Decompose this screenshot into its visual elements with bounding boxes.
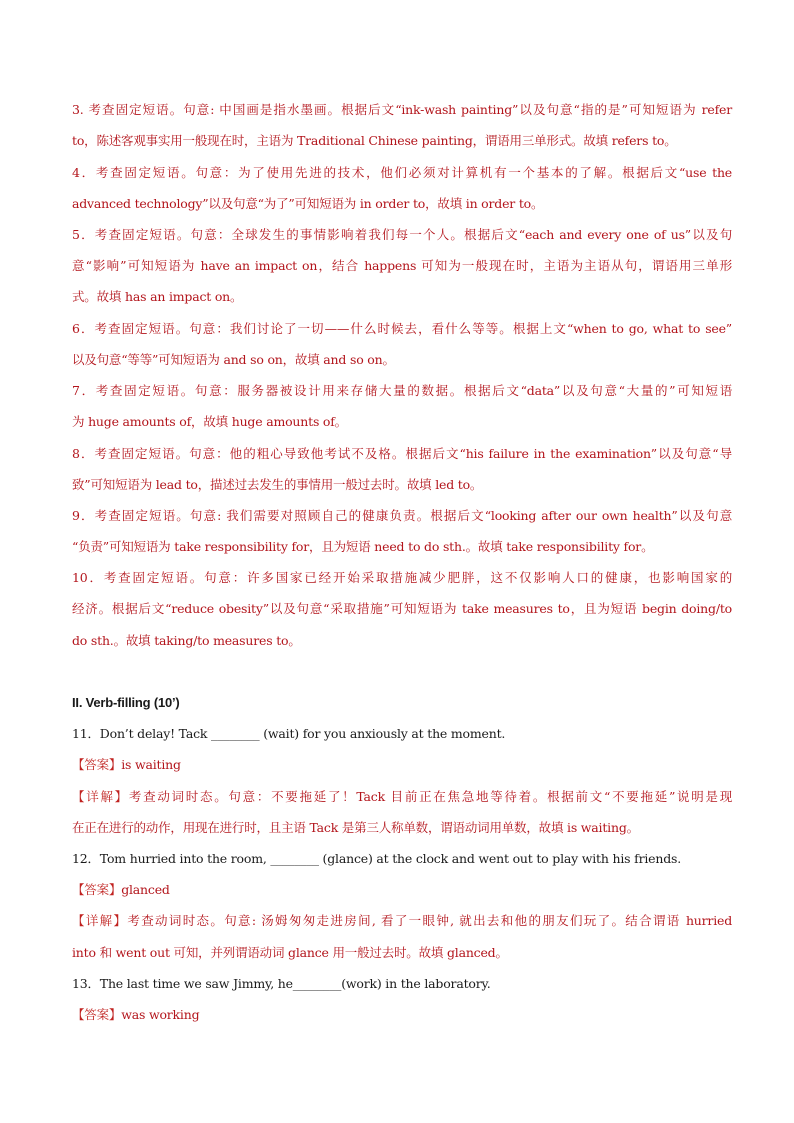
detail-text: 考查动词时态。句意：不要拖延了！Tack 目前正在焦急地等待着。根据前文“不要拖延”说明是现 xyxy=(128,789,733,804)
explanation-8-line-2: 致”可知短语为 lead to，描述过去发生的事情用一般过去时。故填 led to。 xyxy=(72,477,483,492)
explanation-9-line-1: 9．考查固定短语。句意: 我们需要对照顾自己的健康负责。根据后文“looking after our own health”以及句意 xyxy=(72,508,732,523)
explanation-7-line-1: 7．考查固定短语。句意：服务器被设计用来存储大量的数据。根据后文“data”以及句意“大量的”可知短语 xyxy=(72,383,732,398)
answer-tag: 【答案】 xyxy=(72,882,122,897)
detail-12-line-2: into 和 went out 可知，并列谓语动词 glance 用一般过去时。故填 glanced。 xyxy=(72,945,508,960)
explanation-10-line-3: do sth.。故填 taking/to measures to。 xyxy=(72,633,301,648)
answer-12 xyxy=(72,882,732,898)
section-heading: II. Verb-filling (10’) xyxy=(72,695,180,710)
answer-tag: 【答案】 xyxy=(72,1007,122,1022)
answer-tag: 【答案】 xyxy=(72,757,122,772)
explanation-3-line-1: 3. 考查固定短语。句意: 中国画是指水墨画。根据后文“ink-wash painting”以及句意“指的是”可知短语为 refer xyxy=(72,102,732,117)
explanation-5-line-3: 式。故填 has an impact on。 xyxy=(72,289,243,304)
question-13: 13．The last time we saw Jimmy, he________(work) in the laboratory. xyxy=(72,976,491,991)
explanation-3-line-2: to，陈述客观事实用一般现在时，主语为 Traditional Chinese painting，谓语用三单形式。故填 refers to。 xyxy=(72,133,677,148)
explanation-7-line-2: 为 huge amounts of，故填 huge amounts of。 xyxy=(72,414,347,429)
explanation-4-line-2: advanced technology”以及句意“为了”可知短语为 in order to，故填 in order to。 xyxy=(72,196,544,211)
answer-text: glanced xyxy=(121,882,170,897)
answer-13 xyxy=(72,1007,732,1023)
detail-11-line-2: 在正在进行的动作，用现在进行时，且主语 Tack 是第三人称单数，谓语动词用单数，故填 is waiting。 xyxy=(72,820,639,835)
explanation-8-line-1: 8．考查固定短语。句意：他的粗心导致他考试不及格。根据后文“his failure in the examination”以及句意“导 xyxy=(72,446,732,461)
answer-text: is waiting xyxy=(121,757,181,772)
explanation-10-line-1: 10．考查固定短语。句意：许多国家已经开始采取措施减少肥胖，这不仅影响人口的健康，也影响国家的 xyxy=(72,570,732,585)
detail-text: 考查动词时态。句意: 汤姆匆匆走进房间, 看了一眼钟, 就出去和他的朋友们玩了。结合谓语 hurried xyxy=(127,913,733,928)
explanation-5-line-2: 意“影响”可知短语为 have an impact on，结合 happens 可知为一般现在时，主语为主语从句，谓语用三单形 xyxy=(72,258,732,273)
explanation-6-line-1: 6．考查固定短语。句意：我们讨论了一切——什么时候去，看什么等等。根据上文“when to go, what to see” xyxy=(72,321,732,336)
question-12: 12．Tom hurried into the room, ________ (glance) at the clock and went out to play with his friends. xyxy=(72,851,681,866)
question-11: 11．Don’t delay! Tack ________ (wait) for you anxiously at the moment. xyxy=(72,726,506,741)
detail-11-line-1 xyxy=(72,789,732,805)
explanation-6-line-2: 以及句意“等等”可知短语为 and so on，故填 and so on。 xyxy=(72,352,395,367)
explanation-5-line-1: 5．考查固定短语。句意：全球发生的事情影响着我们每一个人。根据后文“each and every one of us”以及句 xyxy=(72,227,732,242)
explanation-9-line-2: “负责”可知短语为 take responsibility for，且为短语 need to do sth.。故填 take responsibility for。 xyxy=(72,539,654,554)
detail-12-line-1 xyxy=(72,913,732,929)
answer-11 xyxy=(72,757,732,773)
answer-text: was working xyxy=(121,1007,200,1022)
detail-tag: 【详解】 xyxy=(72,913,128,928)
explanation-4-line-1: 4．考查固定短语。句意：为了使用先进的技术，他们必须对计算机有一个基本的了解。根据后文“use the xyxy=(72,165,732,180)
detail-tag: 【详解】 xyxy=(72,789,129,804)
explanation-10-line-2: 经济。根据后文“reduce obesity”以及句意“采取措施”可知短语为 take measures to，且为短语 begin doing/to xyxy=(72,601,732,616)
